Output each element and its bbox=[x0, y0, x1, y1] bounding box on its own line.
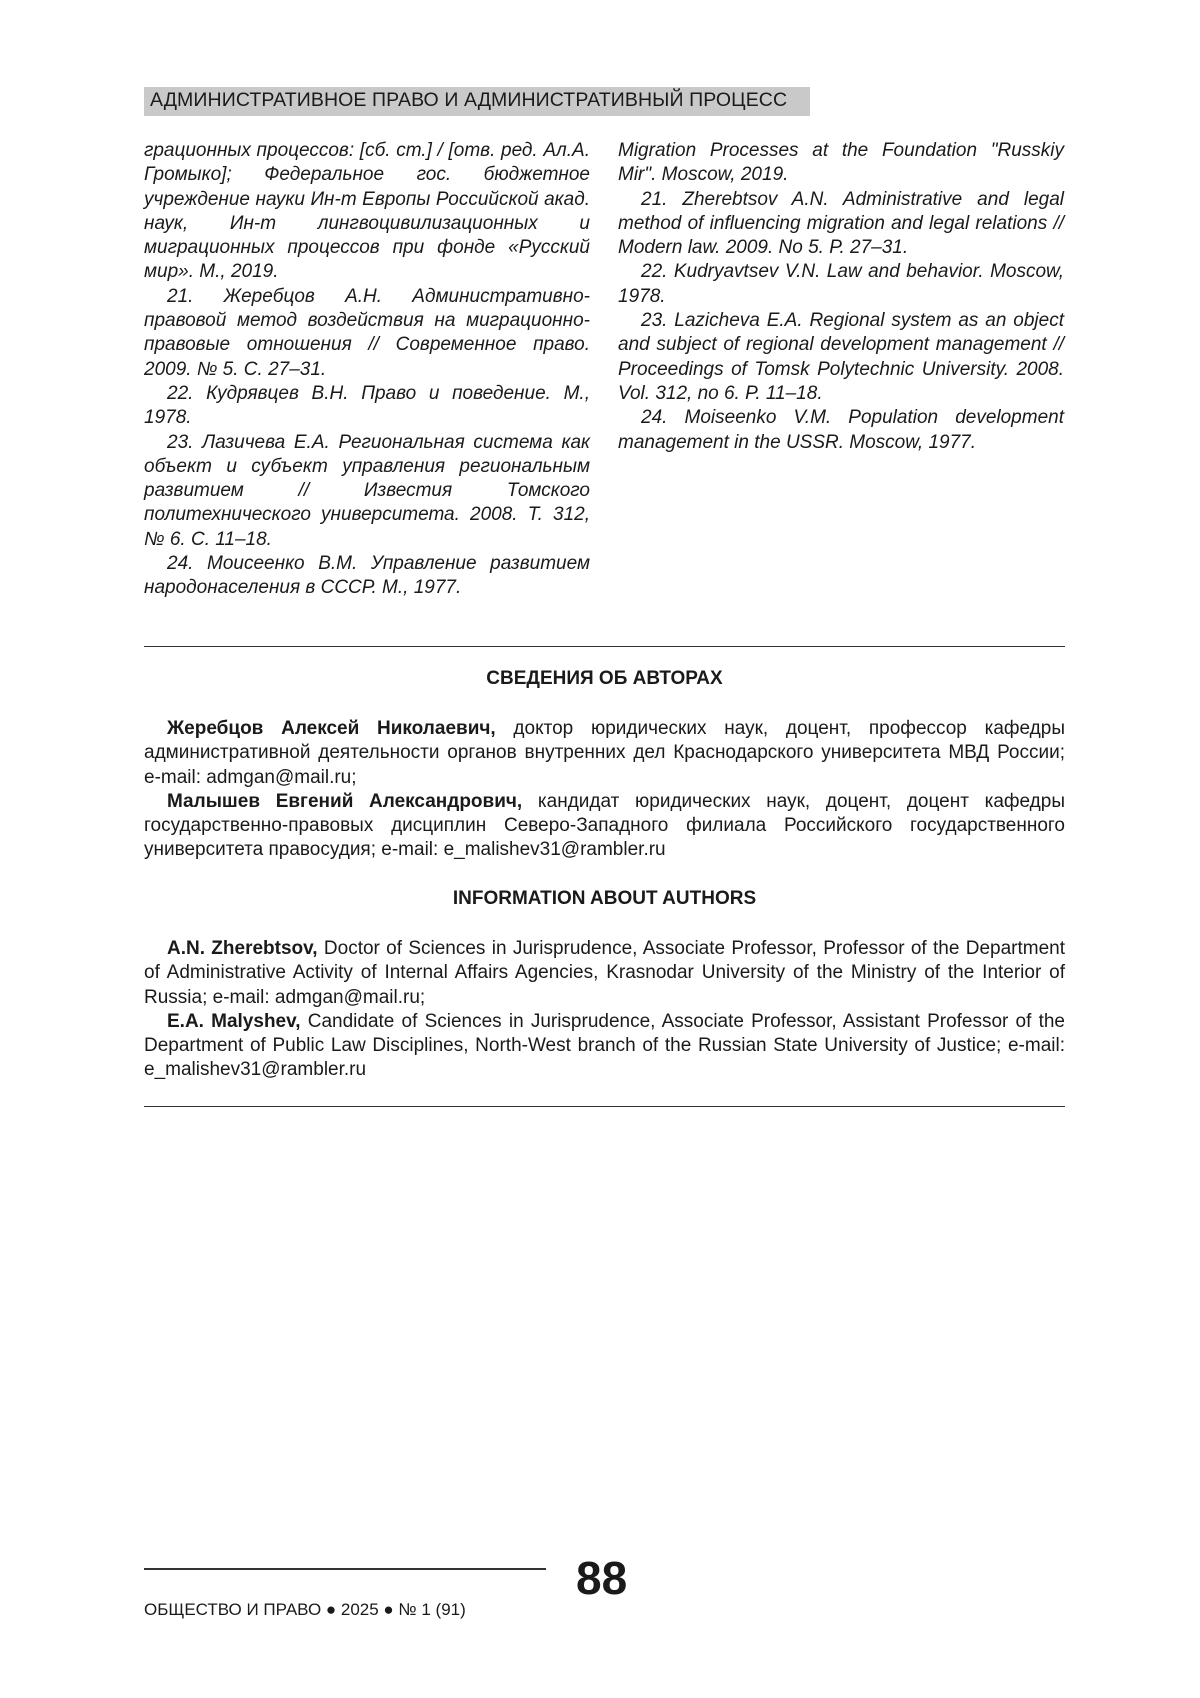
divider bbox=[144, 1106, 1065, 1107]
author-details: доктор юридических наук, доцент, профессор кафедры административной деятельности органов внутренних дел Краснодарского университета МВД России; e-mail: admgan@mail.ru; bbox=[144, 718, 1065, 788]
reference-item: Migration Processes at the Foundation "Russkiy Mir". Moscow, 2019. bbox=[618, 139, 1064, 188]
running-header bbox=[144, 87, 970, 116]
author-entry bbox=[144, 790, 1065, 863]
reference-item: 23. Lazicheva E.A. Regional system as an object and subject of regional development management // Proceedings of Tomsk Polytechnic University. 2008. Vol. 312, no 6. P. 11–18. bbox=[618, 309, 1064, 406]
references-en-column bbox=[618, 139, 1064, 455]
reference-item: 21. Zherebtsov A.N. Administrative and legal method of influencing migration and legal relations // Modern law. 2009. No 5. P. 27–31. bbox=[618, 188, 1064, 261]
authors-ru-block bbox=[144, 717, 1065, 863]
reference-item: 21. Жеребцов А.Н. Административно-правовой метод воздействия на миграционно-правовые отношения // Современное право. 2009. № 5. С. 27–31. bbox=[144, 285, 590, 382]
authors-en-block bbox=[144, 937, 1065, 1083]
author-name: A.N. Zherebtsov, bbox=[167, 938, 318, 959]
reference-item: 22. Kudryavtsev V.N. Law and behavior. Moscow, 1978. bbox=[618, 260, 1064, 309]
author-details: Doctor of Sciences in Jurisprudence, Associate Professor, Professor of the Department of Administrative Activity of Internal Affairs Agencies, Krasnodar University of the Ministry of the Interior of Russia; e-mail: admgan@mail.ru; bbox=[144, 938, 1065, 1008]
author-name: Жеребцов Алексей Николаевич, bbox=[167, 718, 496, 739]
footer-journal: ОБЩЕСТВО И ПРАВО ● 2025 ● № 1 (91) bbox=[144, 1600, 466, 1620]
authors-ru-title: СВЕДЕНИЯ ОБ АВТОРАХ bbox=[144, 668, 1065, 690]
author-details: Candidate of Sciences in Jurisprudence, Associate Professor, Assistant Professor of the Department of Public Law Disciplines, North-West branch of the Russian State University of Justice; e-mail: e_malishev31@rambler.ru bbox=[144, 1011, 1065, 1081]
footer-rule bbox=[144, 1568, 546, 1570]
author-entry bbox=[144, 937, 1065, 1010]
author-details: кандидат юридических наук, доцент, доцент кафедры государственно-правовых дисциплин Северо-Западного филиала Российского государственного университета правосудия; e-mail: e_malishev31@rambler.ru bbox=[144, 791, 1065, 861]
author-entry bbox=[144, 717, 1065, 790]
reference-item: 24. Moiseenko V.M. Population development management in the USSR. Moscow, 1977. bbox=[618, 406, 1064, 455]
author-name: E.A. Malyshev, bbox=[167, 1011, 301, 1032]
reference-item: 24. Моисеенко В.М. Управление развитием народонаселения в СССР. М., 1977. bbox=[144, 552, 590, 601]
divider bbox=[144, 646, 1065, 647]
authors-en-title: INFORMATION ABOUT AUTHORS bbox=[144, 888, 1065, 910]
author-entry bbox=[144, 1010, 1065, 1083]
reference-item: 22. Кудрявцев В.Н. Право и поведение. М., 1978. bbox=[144, 382, 590, 431]
author-name: Малышев Евгений Александрович, bbox=[167, 791, 522, 812]
reference-item: грационных процессов: [сб. ст.] / [отв. ред. Ал.А. Громыко]; Федеральное гос. бюджетное учреждение науки Ин-т Европы Российской акад. наук, Ин-т лингвоцивилизационных и миграционных процессов при фонде «Русский мир». М., 2019. bbox=[144, 139, 590, 285]
page-number: 88 bbox=[576, 1555, 627, 1601]
references-ru-column bbox=[144, 139, 590, 601]
header-title: АДМИНИСТРАТИВНОЕ ПРАВО И АДМИНИСТРАТИВНЫЙ ПРОЦЕСС bbox=[150, 89, 787, 112]
reference-item: 23. Лазичева Е.А. Региональная система как объект и субъект управления региональным развитием // Известия Томского политехнического университета. 2008. Т. 312, № 6. С. 11–18. bbox=[144, 431, 590, 552]
